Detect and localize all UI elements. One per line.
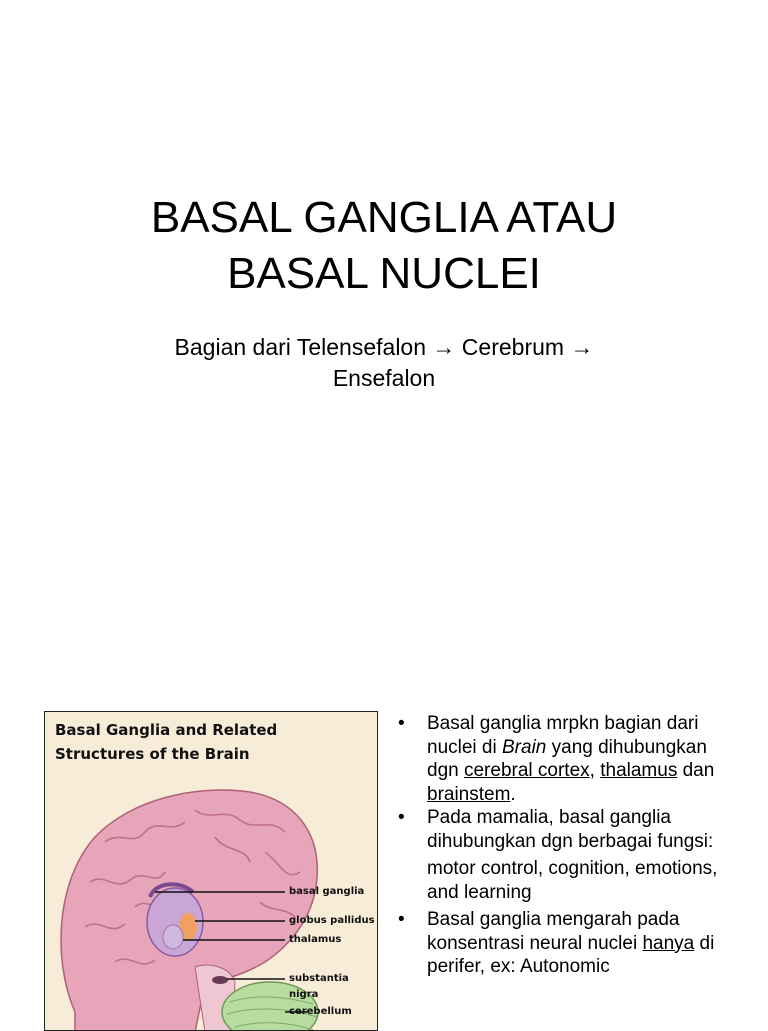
bullet-subtext: motor control, cognition, emotions, and learning [427,858,718,903]
brain-figure [44,711,378,1031]
label-cerebellum: cerebellum [289,1006,352,1017]
label-basal-ganglia: basal ganglia [289,886,365,897]
arrow-icon: → [570,334,594,360]
bullet-item-2: • Pada mamalia, basal ganglia dihubungkan dgn berbagai fungsi: [395,806,735,853]
figure-title [55,718,277,766]
arrow-icon: → [432,334,456,360]
thalamus-link[interactable]: thalamus [600,760,678,781]
title-line-1: BASAL GANGLIA ATAU [150,193,618,242]
subtitle-part-2: Cerebrum [461,334,565,360]
substantia-nigra-shape [212,976,228,984]
brain-term: Brain [502,736,547,758]
label-nigra: nigra [289,989,319,1000]
label-thalamus: thalamus [289,934,342,945]
bullet-item-3: • Basal ganglia mengarah pada konsentrasi neural nuclei hanya di perifer, ex: Autonomic [395,908,735,979]
bullet-list [395,712,735,979]
subtitle-part-1: Bagian dari Telensefalon [174,334,427,360]
cerebral-cortex-link[interactable]: cerebral cortex [463,760,590,781]
brainstem-link[interactable]: brainstem [427,783,511,805]
subtitle-part-3: Ensefalon [332,365,436,391]
thalamus-shape [163,925,183,949]
label-substantia: substantia [289,973,349,984]
figure-title-line-2: Structures of the Brain [55,745,250,763]
hanya-link[interactable]: hanya [642,932,695,954]
figure-title-line-1: Basal Ganglia and Related [55,721,278,739]
bullet-item-1: • Basal ganglia mrpkn bagian dari nuclei di Brain yang dihubungkan dgn cerebral cortex, thalamus dan brainstem. [395,712,735,806]
title-line-2: BASAL NUCLEI [227,249,541,298]
slide-subtitle [120,332,648,394]
label-globus-pallidus: globus pallidus [289,915,375,926]
slide-title [0,190,768,302]
